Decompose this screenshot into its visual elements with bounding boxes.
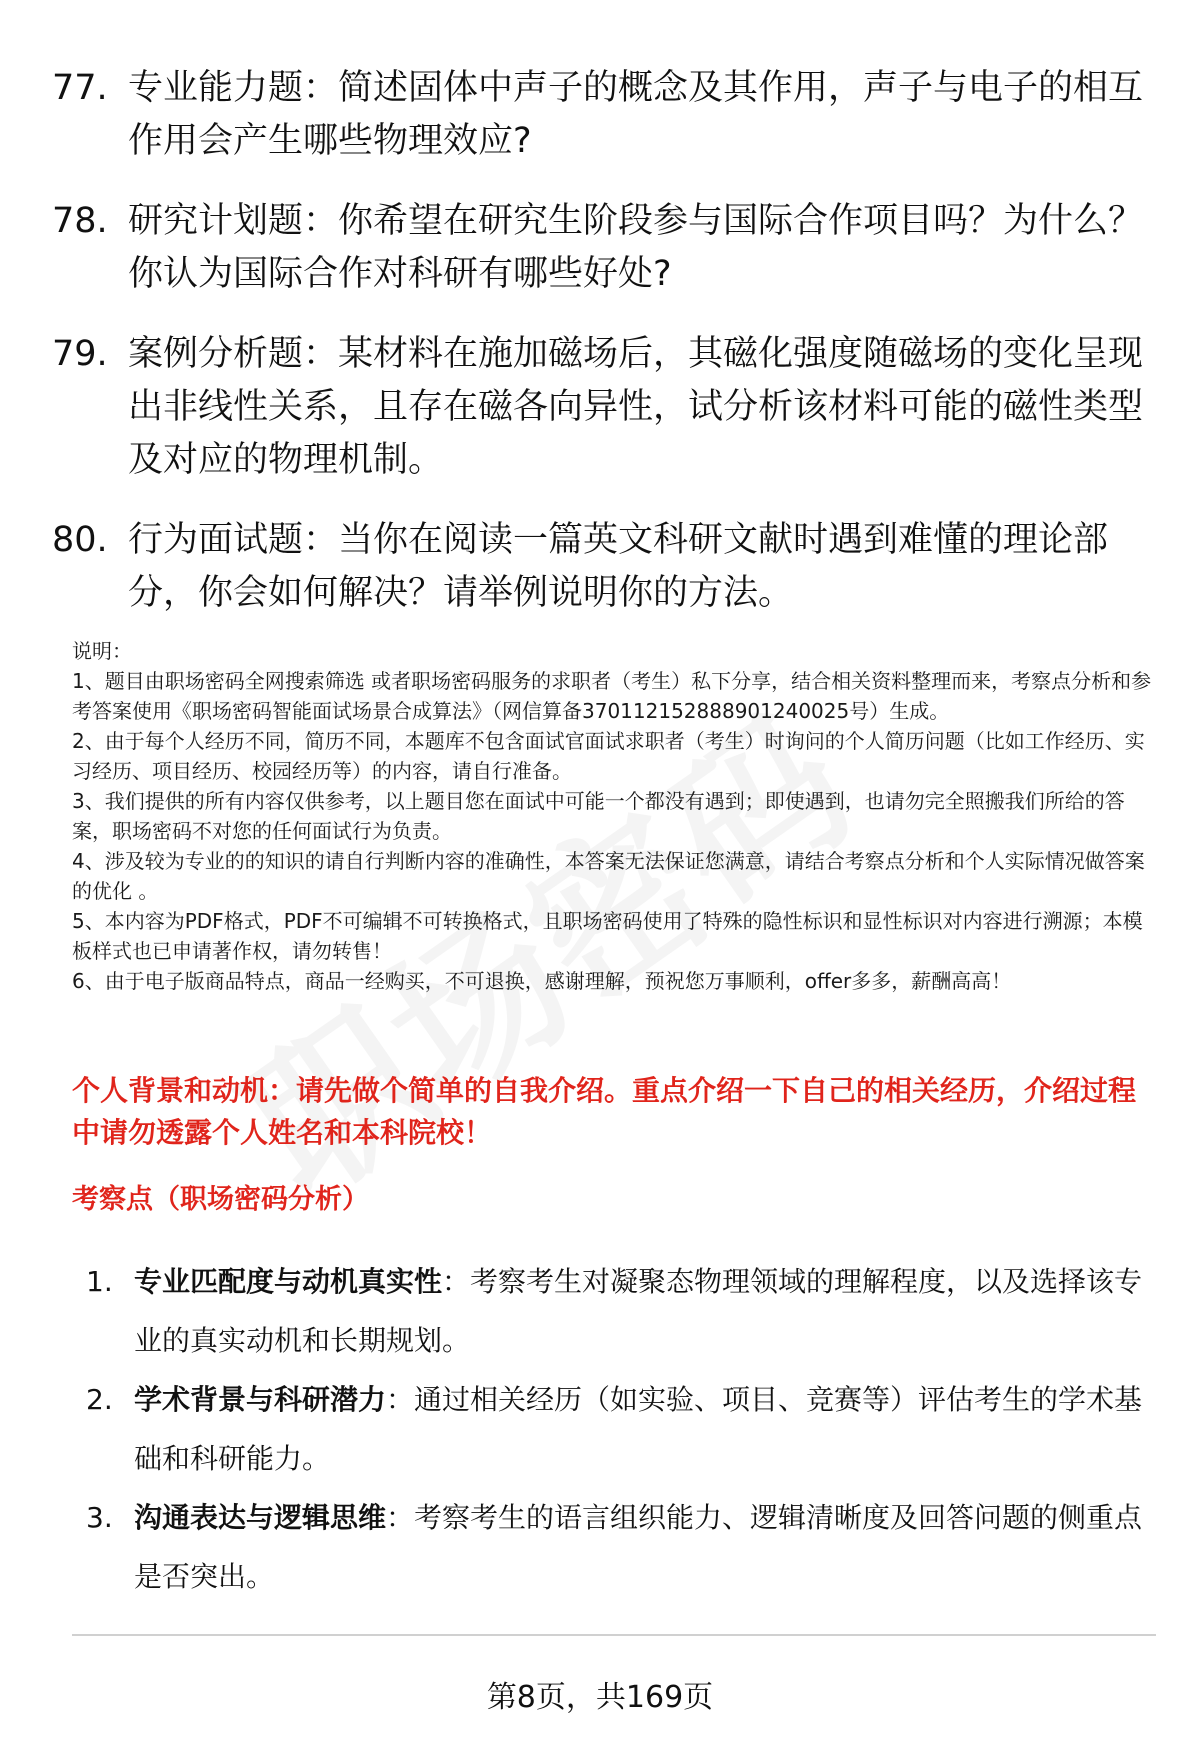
question-text: 研究计划题：你希望在研究生阶段参与国际合作项目吗？为什么？你认为国际合作对科研有哪些好处? (128, 201, 1144, 294)
question-item (52, 62, 1152, 168)
note-item: 6、由于电子版商品特点，商品一经购买，不可退换，感谢理解，预祝您万事顺利，offer多多，薪酬高高！ (72, 969, 1012, 993)
analysis-number: 2. (86, 1383, 113, 1416)
note-item: 4、涉及较为专业的的知识的请自行判断内容的准确性，本答案无法保证您满意，请结合考察点分析和个人实际情况做答案的优化 。 (72, 849, 1145, 903)
notes-heading: 说明： (72, 639, 132, 663)
analysis-number: 3. (86, 1501, 113, 1534)
note-item: 3、我们提供的所有内容仅供参考，以上题目您在面试中可能一个都没有遇到；即使遇到，也请勿完全照搬我们所给的答案，职场密码不对您的任何面试行为负责。 (72, 789, 1125, 843)
note-item: 1、题目由职场密码全网搜索筛选 或者职场密码服务的求职者（考生）私下分享，结合相关资料整理而来，考察点分析和参考答案使用《职场密码智能面试场景合成算法》（网信算备370112152888901240025号）生成。 (72, 669, 1152, 723)
analysis-body (134, 1370, 1144, 1488)
note-item: 5、本内容为PDF格式，PDF不可编辑不可转换格式，且职场密码使用了特殊的隐性标识和显性标识对内容进行溯源；本模板样式也已申请著作权，请勿转售！ (72, 909, 1143, 963)
analysis-text: ：考察考生的语言组织能力、逻辑清晰度及回答问题的侧重点是否突出。 (134, 1501, 1143, 1593)
analysis-item (80, 1252, 1150, 1370)
analysis-list (80, 1252, 1150, 1606)
analysis-item (80, 1370, 1150, 1488)
footer-divider (72, 1634, 1156, 1636)
analysis-keyword: 沟通表达与逻辑思维 (134, 1501, 387, 1534)
notes-section (72, 636, 1162, 996)
analysis-item (80, 1488, 1150, 1606)
question-number: 80. (52, 520, 108, 560)
analysis-keyword: 学术背景与科研潜力 (134, 1383, 387, 1416)
question-text: 案例分析题：某材料在施加磁场后，其磁化强度随磁场的变化呈现出非线性关系，且存在磁各向异性，试分析该材料可能的磁性类型及对应的物理机制。 (128, 334, 1144, 480)
question-text: 行为面试题：当你在阅读一篇英文科研文献时遇到难懂的理论部分，你会如何解决？请举例说明你的方法。 (128, 520, 1109, 613)
page-number: 第8页，共169页 (486, 1680, 714, 1715)
analysis-title: 考察点（职场密码分析） (72, 1184, 369, 1215)
analysis-body (134, 1252, 1144, 1370)
question-text: 专业能力题：简述固体中声子的概念及其作用，声子与电子的相互作用会产生哪些物理效应? (128, 68, 1144, 161)
question-item (52, 195, 1152, 301)
analysis-number: 1. (86, 1265, 113, 1298)
note-item: 2、由于每个人经历不同，简历不同，本题库不包含面试官面试求职者（考生）时询问的个人简历问题（比如工作经历、实习经历、项目经历、校园经历等）的内容，请自行准备。 (72, 729, 1145, 783)
question-number: 79. (52, 334, 108, 374)
question-list (52, 62, 1152, 647)
analysis-body (134, 1488, 1144, 1606)
analysis-text: ：考察考生对凝聚态物理领域的理解程度，以及选择该专业的真实动机和长期规划。 (134, 1265, 1143, 1357)
question-number: 77. (52, 68, 108, 108)
analysis-text: ：通过相关经历（如实验、项目、竞赛等）评估考生的学术基础和科研能力。 (134, 1383, 1143, 1475)
question-number: 78. (52, 201, 108, 241)
analysis-keyword: 专业匹配度与动机真实性 (134, 1265, 443, 1298)
question-item (52, 328, 1152, 487)
question-item (52, 514, 1152, 620)
highlighted-question: 个人背景和动机：请先做个简单的自我介绍。重点介绍一下自己的相关经历，介绍过程中请勿透露个人姓名和本科院校！ (72, 1074, 1137, 1149)
